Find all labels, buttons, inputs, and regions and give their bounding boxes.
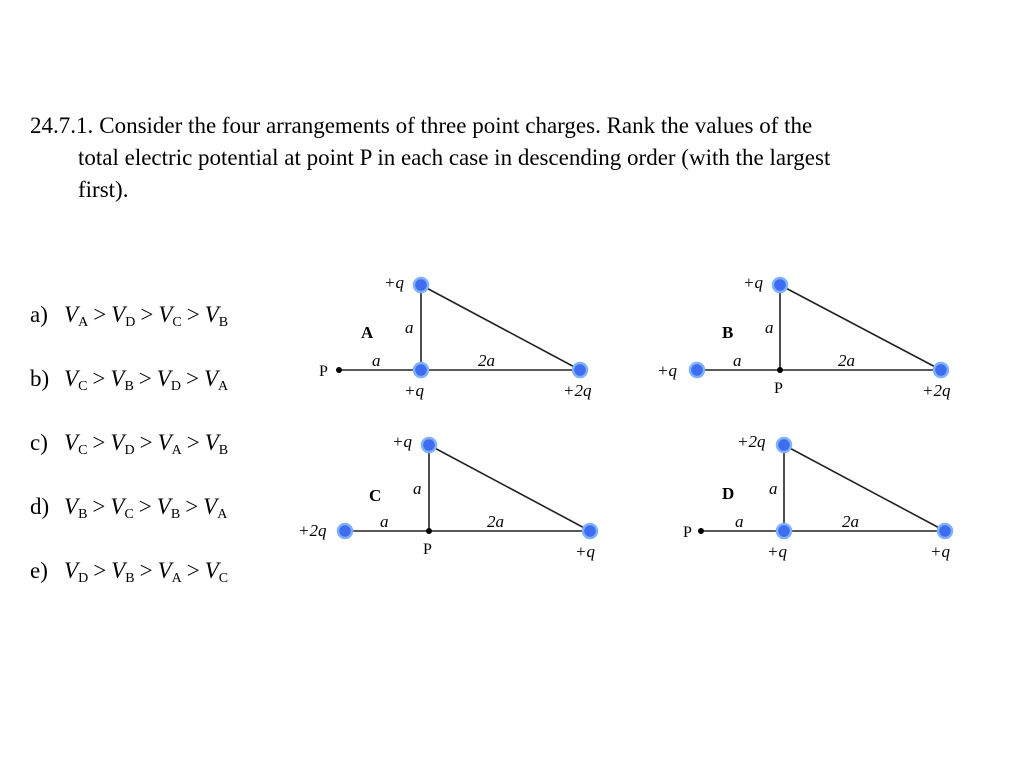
potential-subscript: C bbox=[124, 507, 134, 522]
greater-than-symbol: > bbox=[138, 366, 152, 391]
diagram-d-base-a-label: a bbox=[735, 512, 744, 531]
greater-than-symbol: > bbox=[93, 558, 107, 583]
diagram-d-hypotenuse bbox=[784, 445, 945, 531]
potential-subscript: A bbox=[217, 507, 228, 522]
diagram-c-left-label: +2q bbox=[298, 521, 327, 540]
potential-symbol: V bbox=[204, 302, 219, 327]
diagram-a-right-label: +2q bbox=[563, 381, 592, 400]
diagram-c-corner-label: P bbox=[423, 541, 432, 558]
potential-subscript: B bbox=[218, 443, 229, 458]
diagram-b bbox=[657, 273, 951, 400]
diagram-a-right-charge bbox=[573, 363, 587, 377]
diagram-a-left-label: P bbox=[319, 363, 328, 380]
potential-subscript: C bbox=[218, 571, 229, 586]
potential-symbol: V bbox=[64, 366, 79, 391]
diagram-b-base-2a-label: 2a bbox=[838, 351, 855, 370]
potential-symbol: V bbox=[64, 302, 79, 327]
diagram-a-base-2a-label: 2a bbox=[478, 351, 495, 370]
potential-symbol: V bbox=[156, 366, 171, 391]
greater-than-symbol: > bbox=[185, 366, 199, 391]
diagram-d-right-charge bbox=[938, 524, 952, 538]
diagram-b-right-charge bbox=[934, 363, 948, 377]
diagram-a-point-p-dot bbox=[336, 367, 342, 373]
diagram-d-base-2a-label: 2a bbox=[842, 512, 859, 531]
diagram-c-point-p-dot bbox=[426, 528, 432, 534]
diagram-b-side-a-label: a bbox=[765, 318, 774, 337]
potential-subscript: B bbox=[170, 507, 181, 522]
greater-than-symbol: > bbox=[139, 430, 153, 455]
potential-subscript: B bbox=[125, 571, 135, 586]
greater-than-symbol: > bbox=[92, 494, 106, 519]
question-line-3: first). bbox=[78, 177, 129, 202]
potential-subscript: D bbox=[78, 571, 89, 586]
choice-label: d) bbox=[30, 494, 50, 519]
diagram-a-letter: A bbox=[361, 323, 374, 342]
diagram-d-side-a-label: a bbox=[769, 479, 778, 498]
potential-symbol: V bbox=[111, 302, 126, 327]
diagram-a-corner-label: +q bbox=[404, 381, 424, 400]
diagram-c-left-charge bbox=[338, 524, 352, 538]
potential-symbol: V bbox=[111, 558, 126, 583]
potential-symbol: V bbox=[64, 494, 79, 519]
potential-subscript: D bbox=[125, 315, 136, 330]
diagram-b-point-p-dot bbox=[777, 367, 783, 373]
diagram-d-right-label: +q bbox=[930, 542, 950, 561]
diagram-b-left-label: +q bbox=[657, 361, 677, 380]
potential-subscript: C bbox=[78, 379, 88, 394]
diagram-d-corner-charge bbox=[777, 524, 791, 538]
diagram-a-hypotenuse bbox=[421, 285, 580, 370]
diagram-b-corner-label: P bbox=[774, 380, 783, 397]
potential-subscript: D bbox=[124, 443, 135, 458]
potential-symbol: V bbox=[158, 302, 173, 327]
potential-symbol: V bbox=[157, 558, 172, 583]
diagram-b-letter: B bbox=[722, 323, 734, 342]
diagram-c-right-label: +q bbox=[575, 542, 595, 561]
diagram-d-top-charge bbox=[777, 438, 791, 452]
greater-than-symbol: > bbox=[138, 494, 152, 519]
greater-than-symbol: > bbox=[92, 366, 106, 391]
potential-symbol: V bbox=[110, 366, 125, 391]
diagram-c-base-a-label: a bbox=[380, 512, 389, 531]
potential-subscript: B bbox=[218, 315, 229, 330]
potential-symbol: V bbox=[204, 430, 219, 455]
greater-than-symbol: > bbox=[92, 430, 106, 455]
diagram-d-left-label: P bbox=[683, 524, 692, 541]
diagram-c-side-a-label: a bbox=[413, 479, 422, 498]
choice-label: b) bbox=[30, 366, 50, 391]
diagram-b-base-a-label: a bbox=[733, 351, 742, 370]
potential-symbol: V bbox=[204, 558, 219, 583]
choice-label: e) bbox=[30, 558, 48, 583]
potential-subscript: A bbox=[78, 315, 89, 330]
diagram-d-corner-label: +q bbox=[767, 542, 787, 561]
greater-than-symbol: > bbox=[186, 558, 200, 583]
diagram-c-letter: C bbox=[369, 486, 382, 505]
potential-symbol: V bbox=[110, 494, 125, 519]
greater-than-symbol: > bbox=[93, 302, 107, 327]
potential-subscript: A bbox=[171, 443, 182, 458]
diagram-a-corner-charge bbox=[414, 363, 428, 377]
diagram-a bbox=[319, 273, 592, 400]
potential-subscript: A bbox=[171, 571, 182, 586]
diagram-c-base-2a-label: 2a bbox=[487, 512, 504, 531]
choice-label: a) bbox=[30, 302, 48, 327]
greater-than-symbol: > bbox=[139, 558, 153, 583]
diagram-c bbox=[298, 432, 597, 561]
diagram-a-side-a-label: a bbox=[405, 318, 414, 337]
greater-than-symbol: > bbox=[186, 430, 200, 455]
potential-subscript: D bbox=[170, 379, 181, 394]
diagram-d-top-label: +2q bbox=[737, 432, 766, 451]
diagram-c-right-charge bbox=[583, 524, 597, 538]
diagram-a-base-a-label: a bbox=[372, 351, 381, 370]
greater-than-symbol: > bbox=[140, 302, 154, 327]
choice-label: c) bbox=[30, 430, 48, 455]
potential-symbol: V bbox=[64, 430, 79, 455]
diagram-c-top-charge bbox=[422, 438, 436, 452]
potential-subscript: B bbox=[78, 507, 88, 522]
diagram-c-hypotenuse bbox=[429, 445, 590, 531]
question-line-2: total electric potential at point P in each case in descending order (with the largest bbox=[78, 145, 831, 170]
question-number: 24.7.1. bbox=[30, 113, 94, 138]
diagram-d-point-p-dot bbox=[698, 528, 704, 534]
diagram-a-top-label: +q bbox=[384, 273, 404, 292]
potential-symbol: V bbox=[110, 430, 125, 455]
potential-symbol: V bbox=[203, 494, 218, 519]
potential-symbol: V bbox=[203, 366, 219, 391]
greater-than-symbol: > bbox=[186, 302, 200, 327]
potential-symbol: V bbox=[157, 430, 172, 455]
diagram-b-right-label: +2q bbox=[922, 381, 951, 400]
diagram-b-left-charge bbox=[690, 363, 704, 377]
potential-subscript: B bbox=[124, 379, 134, 394]
diagram-a-top-charge bbox=[414, 278, 428, 292]
diagram-d-letter: D bbox=[722, 484, 735, 503]
potential-symbol: V bbox=[64, 558, 79, 583]
greater-than-symbol: > bbox=[185, 494, 199, 519]
potential-symbol: V bbox=[156, 494, 171, 519]
diagram-b-top-label: +q bbox=[743, 273, 763, 292]
diagram-b-hypotenuse bbox=[780, 285, 941, 370]
potential-subscript: C bbox=[78, 443, 88, 458]
diagram-b-top-charge bbox=[773, 278, 787, 292]
potential-subscript: A bbox=[218, 379, 229, 394]
diagram-c-top-label: +q bbox=[392, 432, 412, 451]
diagram-d bbox=[683, 432, 952, 561]
question-line-1: Consider the four arrangements of three point charges. Rank the values of the bbox=[99, 113, 813, 138]
potential-subscript: C bbox=[172, 315, 182, 330]
